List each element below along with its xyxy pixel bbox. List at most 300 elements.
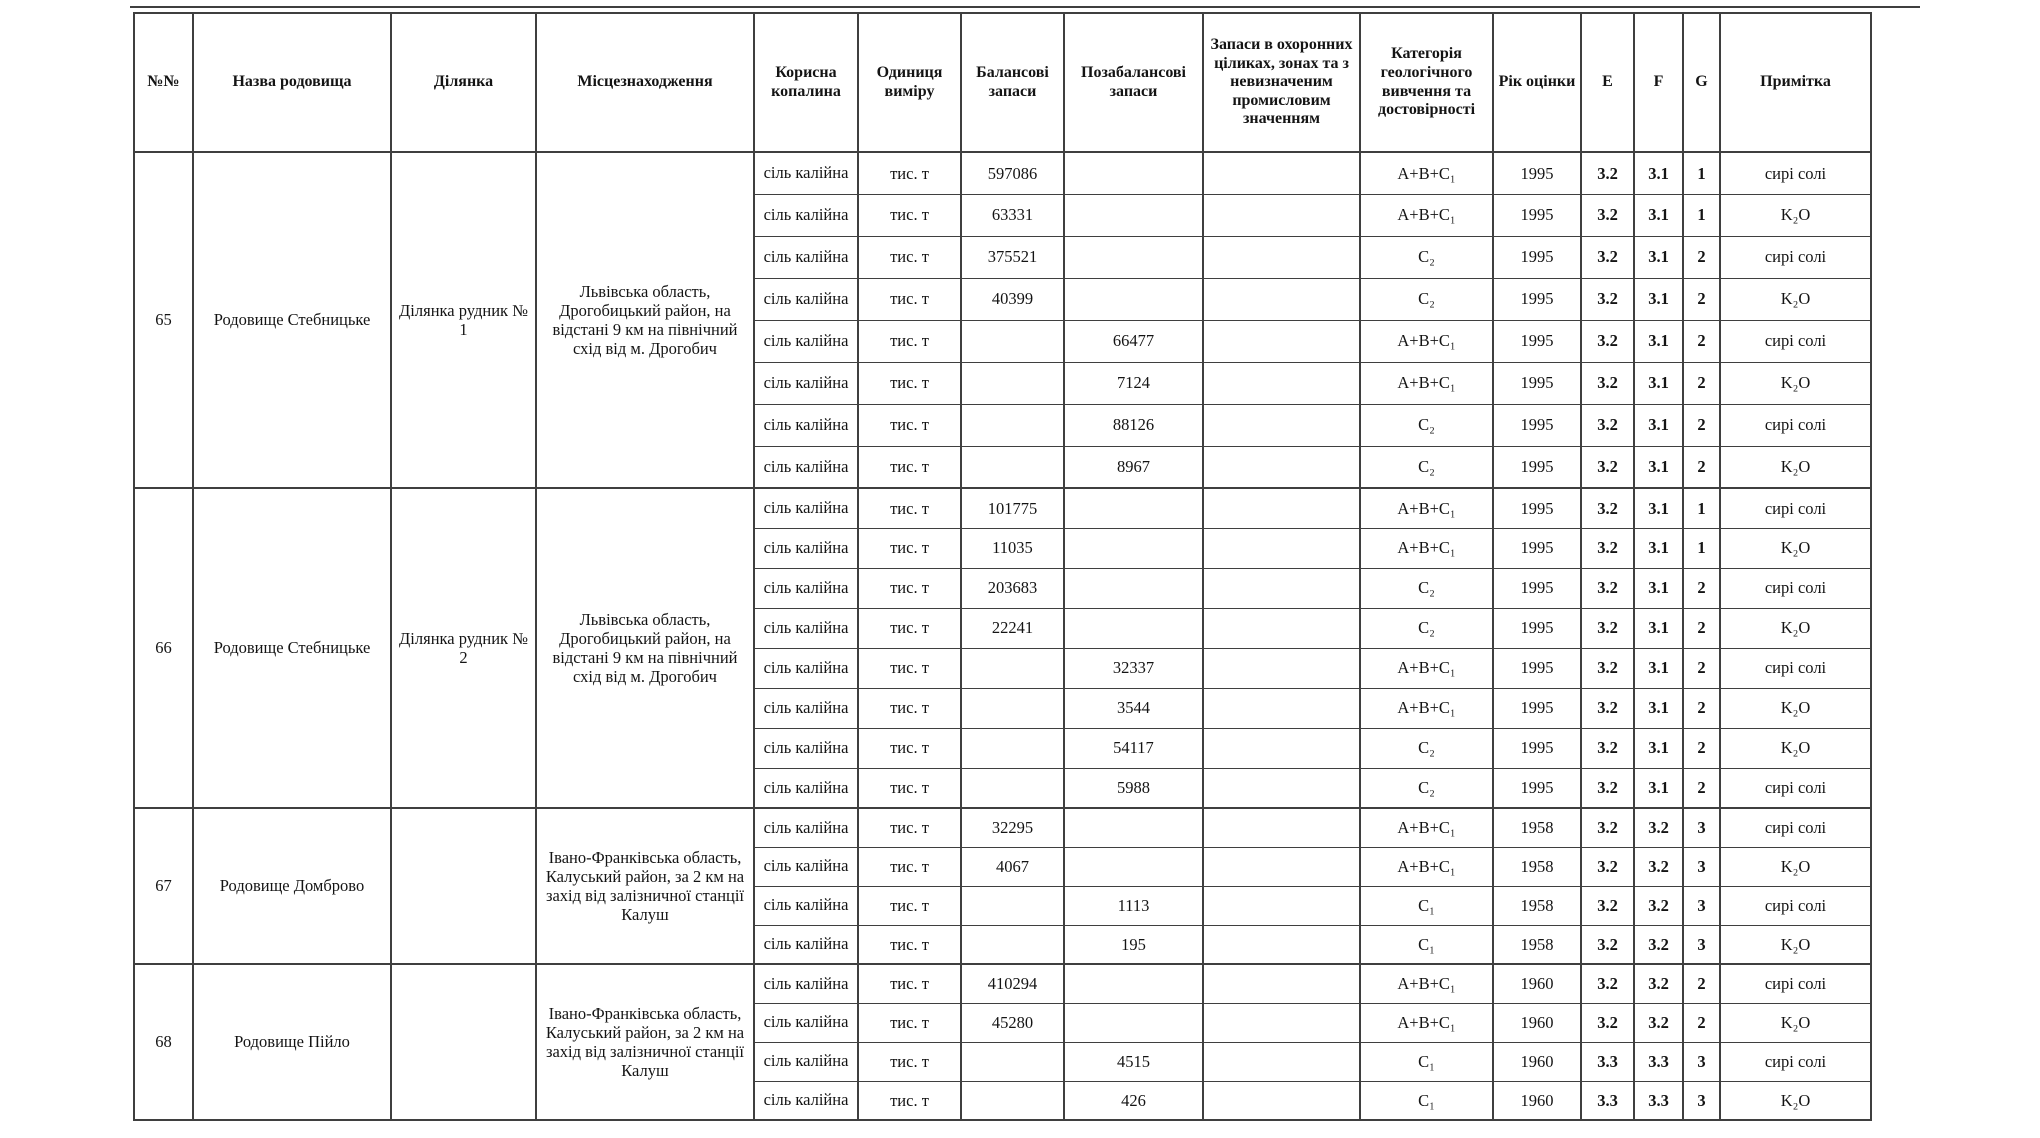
year-cell: 1995	[1493, 648, 1581, 688]
g-value-cell: 1	[1683, 528, 1720, 568]
note-cell: K₂O	[1720, 362, 1871, 404]
note-cell: сирі солі	[1720, 488, 1871, 528]
unit-cell: тис. т	[858, 278, 961, 320]
off-balance-cell: 5988	[1064, 768, 1203, 808]
f-value-cell: 3.2	[1634, 925, 1683, 964]
deposit-name-cell: Родовище Домброво	[193, 808, 391, 964]
g-value-cell: 2	[1683, 320, 1720, 362]
g-value-cell: 2	[1683, 568, 1720, 608]
category-cell: A+B+C₁	[1360, 964, 1493, 1003]
col-header-mineral: Корисна копалина	[754, 13, 858, 152]
note-cell: K₂O	[1720, 688, 1871, 728]
mineral-cell: сіль калійна	[754, 648, 858, 688]
unit-cell: тис. т	[858, 1042, 961, 1081]
balance-cell	[961, 320, 1064, 362]
section-cell	[391, 964, 536, 1120]
f-value-cell: 3.1	[1634, 648, 1683, 688]
note-cell: сирі солі	[1720, 1042, 1871, 1081]
mineral-cell: сіль калійна	[754, 1081, 858, 1120]
note-cell: сирі солі	[1720, 768, 1871, 808]
col-header-no: №№	[134, 13, 193, 152]
f-value-cell: 3.3	[1634, 1081, 1683, 1120]
category-cell: A+B+C₁	[1360, 488, 1493, 528]
balance-cell	[961, 688, 1064, 728]
deposit-name-cell: Родовище Пійло	[193, 964, 391, 1120]
off-balance-cell	[1064, 964, 1203, 1003]
year-cell: 1995	[1493, 688, 1581, 728]
note-cell: K₂O	[1720, 608, 1871, 648]
note-cell: сирі солі	[1720, 808, 1871, 847]
col-header-e: E	[1581, 13, 1634, 152]
off-balance-cell	[1064, 847, 1203, 886]
year-cell: 1958	[1493, 886, 1581, 925]
mineral-cell: сіль калійна	[754, 925, 858, 964]
category-cell: A+B+C₁	[1360, 194, 1493, 236]
balance-cell: 32295	[961, 808, 1064, 847]
unit-cell: тис. т	[858, 362, 961, 404]
off-balance-cell: 3544	[1064, 688, 1203, 728]
mineral-cell: сіль калійна	[754, 688, 858, 728]
unit-cell: тис. т	[858, 152, 961, 194]
g-value-cell: 2	[1683, 446, 1720, 488]
e-value-cell: 3.2	[1581, 768, 1634, 808]
off-balance-cell	[1064, 808, 1203, 847]
e-value-cell: 3.2	[1581, 528, 1634, 568]
category-cell: C₂	[1360, 278, 1493, 320]
balance-cell: 597086	[961, 152, 1064, 194]
off-balance-cell: 195	[1064, 925, 1203, 964]
balance-cell: 63331	[961, 194, 1064, 236]
off-balance-cell	[1064, 1003, 1203, 1042]
f-value-cell: 3.2	[1634, 886, 1683, 925]
note-cell: сирі солі	[1720, 648, 1871, 688]
f-value-cell: 3.1	[1634, 446, 1683, 488]
protected-reserves-cell	[1203, 194, 1360, 236]
year-cell: 1995	[1493, 446, 1581, 488]
g-value-cell: 2	[1683, 608, 1720, 648]
row-number-cell: 65	[134, 152, 193, 488]
protected-reserves-cell	[1203, 278, 1360, 320]
mineral-cell: сіль калійна	[754, 488, 858, 528]
f-value-cell: 3.1	[1634, 488, 1683, 528]
location-cell: Львівська область, Дрогобицький район, на відстані 9 км на північний схід від м. Дрогобич	[536, 488, 754, 808]
unit-cell: тис. т	[858, 688, 961, 728]
col-header-year: Рік оцінки	[1493, 13, 1581, 152]
note-cell: K₂O	[1720, 194, 1871, 236]
f-value-cell: 3.2	[1634, 1003, 1683, 1042]
note-cell: K₂O	[1720, 728, 1871, 768]
e-value-cell: 3.2	[1581, 808, 1634, 847]
col-header-location: Місцезнаходження	[536, 13, 754, 152]
f-value-cell: 3.1	[1634, 236, 1683, 278]
protected-reserves-cell	[1203, 808, 1360, 847]
col-header-deposit-name: Назва родовища	[193, 13, 391, 152]
protected-reserves-cell	[1203, 608, 1360, 648]
mineral-cell: сіль калійна	[754, 362, 858, 404]
g-value-cell: 2	[1683, 362, 1720, 404]
row-number-cell: 67	[134, 808, 193, 964]
g-value-cell: 3	[1683, 1042, 1720, 1081]
f-value-cell: 3.1	[1634, 320, 1683, 362]
table-header-row	[134, 13, 1871, 152]
balance-cell: 375521	[961, 236, 1064, 278]
protected-reserves-cell	[1203, 648, 1360, 688]
note-cell: сирі солі	[1720, 964, 1871, 1003]
category-cell: C₁	[1360, 1081, 1493, 1120]
category-cell: C₁	[1360, 1042, 1493, 1081]
year-cell: 1995	[1493, 608, 1581, 648]
balance-cell	[961, 648, 1064, 688]
note-cell: сирі солі	[1720, 568, 1871, 608]
note-cell: сирі солі	[1720, 152, 1871, 194]
off-balance-cell	[1064, 194, 1203, 236]
g-value-cell: 2	[1683, 236, 1720, 278]
balance-cell: 410294	[961, 964, 1064, 1003]
e-value-cell: 3.2	[1581, 194, 1634, 236]
g-value-cell: 2	[1683, 768, 1720, 808]
mineral-cell: сіль калійна	[754, 886, 858, 925]
balance-cell: 11035	[961, 528, 1064, 568]
category-cell: C₂	[1360, 446, 1493, 488]
year-cell: 1995	[1493, 404, 1581, 446]
mineral-cell: сіль калійна	[754, 808, 858, 847]
protected-reserves-cell	[1203, 362, 1360, 404]
off-balance-cell	[1064, 528, 1203, 568]
f-value-cell: 3.2	[1634, 964, 1683, 1003]
table-row	[134, 152, 1871, 194]
mineral-cell: сіль калійна	[754, 728, 858, 768]
off-balance-cell: 7124	[1064, 362, 1203, 404]
protected-reserves-cell	[1203, 528, 1360, 568]
unit-cell: тис. т	[858, 964, 961, 1003]
mineral-cell: сіль калійна	[754, 278, 858, 320]
unit-cell: тис. т	[858, 236, 961, 278]
f-value-cell: 3.3	[1634, 1042, 1683, 1081]
row-number-cell: 68	[134, 964, 193, 1120]
mineral-cell: сіль калійна	[754, 236, 858, 278]
category-cell: A+B+C₁	[1360, 808, 1493, 847]
f-value-cell: 3.1	[1634, 152, 1683, 194]
top-rule	[130, 6, 1920, 8]
protected-reserves-cell	[1203, 446, 1360, 488]
protected-reserves-cell	[1203, 688, 1360, 728]
protected-reserves-cell	[1203, 568, 1360, 608]
unit-cell: тис. т	[858, 648, 961, 688]
year-cell: 1995	[1493, 528, 1581, 568]
year-cell: 1958	[1493, 925, 1581, 964]
year-cell: 1995	[1493, 194, 1581, 236]
note-cell: K₂O	[1720, 847, 1871, 886]
e-value-cell: 3.2	[1581, 648, 1634, 688]
protected-reserves-cell	[1203, 1003, 1360, 1042]
category-cell: C₂	[1360, 728, 1493, 768]
col-header-note: Примітка	[1720, 13, 1871, 152]
e-value-cell: 3.2	[1581, 925, 1634, 964]
protected-reserves-cell	[1203, 768, 1360, 808]
mineral-cell: сіль калійна	[754, 568, 858, 608]
balance-cell	[961, 404, 1064, 446]
note-cell: K₂O	[1720, 1081, 1871, 1120]
unit-cell: тис. т	[858, 194, 961, 236]
note-cell: сирі солі	[1720, 404, 1871, 446]
f-value-cell: 3.1	[1634, 768, 1683, 808]
mineral-cell: сіль калійна	[754, 847, 858, 886]
col-header-balance-reserves: Балансові запаси	[961, 13, 1064, 152]
year-cell: 1995	[1493, 568, 1581, 608]
off-balance-cell	[1064, 236, 1203, 278]
year-cell: 1995	[1493, 152, 1581, 194]
f-value-cell: 3.1	[1634, 568, 1683, 608]
balance-cell	[961, 728, 1064, 768]
f-value-cell: 3.1	[1634, 528, 1683, 568]
section-cell: Ділянка рудник № 1	[391, 152, 536, 488]
g-value-cell: 2	[1683, 728, 1720, 768]
protected-reserves-cell	[1203, 488, 1360, 528]
category-cell: A+B+C₁	[1360, 1003, 1493, 1042]
mineral-cell: сіль калійна	[754, 1003, 858, 1042]
unit-cell: тис. т	[858, 728, 961, 768]
off-balance-cell	[1064, 488, 1203, 528]
off-balance-cell	[1064, 608, 1203, 648]
off-balance-cell	[1064, 278, 1203, 320]
protected-reserves-cell	[1203, 964, 1360, 1003]
section-cell	[391, 808, 536, 964]
f-value-cell: 3.1	[1634, 194, 1683, 236]
note-cell: сирі солі	[1720, 320, 1871, 362]
protected-reserves-cell	[1203, 1042, 1360, 1081]
e-value-cell: 3.3	[1581, 1081, 1634, 1120]
year-cell: 1995	[1493, 236, 1581, 278]
category-cell: A+B+C₁	[1360, 152, 1493, 194]
unit-cell: тис. т	[858, 528, 961, 568]
g-value-cell: 1	[1683, 152, 1720, 194]
year-cell: 1960	[1493, 1003, 1581, 1042]
g-value-cell: 2	[1683, 688, 1720, 728]
e-value-cell: 3.2	[1581, 236, 1634, 278]
balance-cell	[961, 446, 1064, 488]
unit-cell: тис. т	[858, 847, 961, 886]
e-value-cell: 3.2	[1581, 964, 1634, 1003]
balance-cell	[961, 886, 1064, 925]
off-balance-cell: 54117	[1064, 728, 1203, 768]
unit-cell: тис. т	[858, 488, 961, 528]
category-cell: C₂	[1360, 768, 1493, 808]
e-value-cell: 3.2	[1581, 488, 1634, 528]
e-value-cell: 3.2	[1581, 688, 1634, 728]
e-value-cell: 3.2	[1581, 1003, 1634, 1042]
off-balance-cell: 1113	[1064, 886, 1203, 925]
g-value-cell: 1	[1683, 194, 1720, 236]
table-row	[134, 488, 1871, 528]
deposit-name-cell: Родовище Стебницьке	[193, 152, 391, 488]
year-cell: 1995	[1493, 278, 1581, 320]
e-value-cell: 3.2	[1581, 152, 1634, 194]
year-cell: 1995	[1493, 320, 1581, 362]
protected-reserves-cell	[1203, 925, 1360, 964]
note-cell: K₂O	[1720, 1003, 1871, 1042]
protected-reserves-cell	[1203, 886, 1360, 925]
g-value-cell: 3	[1683, 925, 1720, 964]
mineral-cell: сіль калійна	[754, 194, 858, 236]
col-header-f: F	[1634, 13, 1683, 152]
f-value-cell: 3.1	[1634, 278, 1683, 320]
e-value-cell: 3.2	[1581, 362, 1634, 404]
mineral-cell: сіль калійна	[754, 768, 858, 808]
mineral-cell: сіль калійна	[754, 320, 858, 362]
off-balance-cell: 66477	[1064, 320, 1203, 362]
category-cell: A+B+C₁	[1360, 362, 1493, 404]
balance-cell	[961, 1042, 1064, 1081]
category-cell: A+B+C₁	[1360, 648, 1493, 688]
g-value-cell: 2	[1683, 648, 1720, 688]
balance-cell	[961, 362, 1064, 404]
e-value-cell: 3.3	[1581, 1042, 1634, 1081]
section-cell: Ділянка рудник № 2	[391, 488, 536, 808]
unit-cell: тис. т	[858, 320, 961, 362]
unit-cell: тис. т	[858, 608, 961, 648]
protected-reserves-cell	[1203, 728, 1360, 768]
location-cell: Львівська область, Дрогобицький район, на відстані 9 км на північний схід від м. Дрогобич	[536, 152, 754, 488]
mineral-cell: сіль калійна	[754, 608, 858, 648]
off-balance-cell: 426	[1064, 1081, 1203, 1120]
mineral-cell: сіль калійна	[754, 528, 858, 568]
category-cell: A+B+C₁	[1360, 847, 1493, 886]
year-cell: 1995	[1493, 362, 1581, 404]
mineral-cell: сіль калійна	[754, 404, 858, 446]
year-cell: 1958	[1493, 847, 1581, 886]
protected-reserves-cell	[1203, 404, 1360, 446]
year-cell: 1995	[1493, 768, 1581, 808]
balance-cell	[961, 768, 1064, 808]
mineral-cell: сіль калійна	[754, 1042, 858, 1081]
e-value-cell: 3.2	[1581, 728, 1634, 768]
off-balance-cell	[1064, 568, 1203, 608]
category-cell: C₂	[1360, 404, 1493, 446]
year-cell: 1995	[1493, 488, 1581, 528]
unit-cell: тис. т	[858, 925, 961, 964]
location-cell: Івано-Франківська область, Калуський район, за 2 км на захід від залізничної станції Калуш	[536, 964, 754, 1120]
f-value-cell: 3.1	[1634, 362, 1683, 404]
table-row	[134, 808, 1871, 847]
year-cell: 1958	[1493, 808, 1581, 847]
g-value-cell: 3	[1683, 847, 1720, 886]
unit-cell: тис. т	[858, 1003, 961, 1042]
category-cell: C₁	[1360, 886, 1493, 925]
balance-cell: 45280	[961, 1003, 1064, 1042]
unit-cell: тис. т	[858, 1081, 961, 1120]
category-cell: C₂	[1360, 608, 1493, 648]
g-value-cell: 1	[1683, 488, 1720, 528]
col-header-off-balance-reserves: Позабалансові запаси	[1064, 13, 1203, 152]
unit-cell: тис. т	[858, 404, 961, 446]
f-value-cell: 3.1	[1634, 404, 1683, 446]
unit-cell: тис. т	[858, 768, 961, 808]
note-cell: K₂O	[1720, 528, 1871, 568]
mineral-cell: сіль калійна	[754, 446, 858, 488]
off-balance-cell	[1064, 152, 1203, 194]
balance-cell	[961, 1081, 1064, 1120]
e-value-cell: 3.2	[1581, 886, 1634, 925]
balance-cell: 203683	[961, 568, 1064, 608]
off-balance-cell: 88126	[1064, 404, 1203, 446]
g-value-cell: 2	[1683, 278, 1720, 320]
table-row	[134, 964, 1871, 1003]
e-value-cell: 3.2	[1581, 608, 1634, 648]
unit-cell: тис. т	[858, 568, 961, 608]
balance-cell: 4067	[961, 847, 1064, 886]
g-value-cell: 3	[1683, 1081, 1720, 1120]
location-cell: Івано-Франківська область, Калуський район, за 2 км на захід від залізничної станції Калуш	[536, 808, 754, 964]
balance-cell: 101775	[961, 488, 1064, 528]
mineral-reserves-table	[133, 12, 1872, 1121]
note-cell: K₂O	[1720, 925, 1871, 964]
protected-reserves-cell	[1203, 1081, 1360, 1120]
category-cell: C₂	[1360, 236, 1493, 278]
year-cell: 1960	[1493, 964, 1581, 1003]
off-balance-cell: 32337	[1064, 648, 1203, 688]
protected-reserves-cell	[1203, 847, 1360, 886]
year-cell: 1960	[1493, 1081, 1581, 1120]
col-header-unit: Одиниця виміру	[858, 13, 961, 152]
col-header-section: Ділянка	[391, 13, 536, 152]
note-cell: сирі солі	[1720, 236, 1871, 278]
e-value-cell: 3.2	[1581, 320, 1634, 362]
note-cell: сирі солі	[1720, 886, 1871, 925]
category-cell: A+B+C₁	[1360, 320, 1493, 362]
deposit-name-cell: Родовище Стебницьке	[193, 488, 391, 808]
note-cell: K₂O	[1720, 446, 1871, 488]
f-value-cell: 3.2	[1634, 847, 1683, 886]
protected-reserves-cell	[1203, 320, 1360, 362]
mineral-cell: сіль калійна	[754, 152, 858, 194]
f-value-cell: 3.2	[1634, 808, 1683, 847]
unit-cell: тис. т	[858, 808, 961, 847]
col-header-protected-reserves: Запаси в охоронних ціликах, зонах та з невизначеним промисловим значенням	[1203, 13, 1360, 152]
year-cell: 1960	[1493, 1042, 1581, 1081]
unit-cell: тис. т	[858, 446, 961, 488]
balance-cell: 22241	[961, 608, 1064, 648]
protected-reserves-cell	[1203, 152, 1360, 194]
g-value-cell: 2	[1683, 404, 1720, 446]
category-cell: C₁	[1360, 925, 1493, 964]
off-balance-cell: 8967	[1064, 446, 1203, 488]
col-header-category: Категорія геологічного вивчення та достовірності	[1360, 13, 1493, 152]
e-value-cell: 3.2	[1581, 278, 1634, 320]
category-cell: A+B+C₁	[1360, 688, 1493, 728]
year-cell: 1995	[1493, 728, 1581, 768]
balance-cell	[961, 925, 1064, 964]
mineral-cell: сіль калійна	[754, 964, 858, 1003]
col-header-g: G	[1683, 13, 1720, 152]
f-value-cell: 3.1	[1634, 608, 1683, 648]
note-cell: K₂O	[1720, 278, 1871, 320]
f-value-cell: 3.1	[1634, 728, 1683, 768]
e-value-cell: 3.2	[1581, 847, 1634, 886]
balance-cell: 40399	[961, 278, 1064, 320]
unit-cell: тис. т	[858, 886, 961, 925]
off-balance-cell: 4515	[1064, 1042, 1203, 1081]
g-value-cell: 2	[1683, 964, 1720, 1003]
g-value-cell: 3	[1683, 886, 1720, 925]
category-cell: C₂	[1360, 568, 1493, 608]
e-value-cell: 3.2	[1581, 446, 1634, 488]
g-value-cell: 2	[1683, 1003, 1720, 1042]
row-number-cell: 66	[134, 488, 193, 808]
e-value-cell: 3.2	[1581, 404, 1634, 446]
e-value-cell: 3.2	[1581, 568, 1634, 608]
protected-reserves-cell	[1203, 236, 1360, 278]
g-value-cell: 3	[1683, 808, 1720, 847]
